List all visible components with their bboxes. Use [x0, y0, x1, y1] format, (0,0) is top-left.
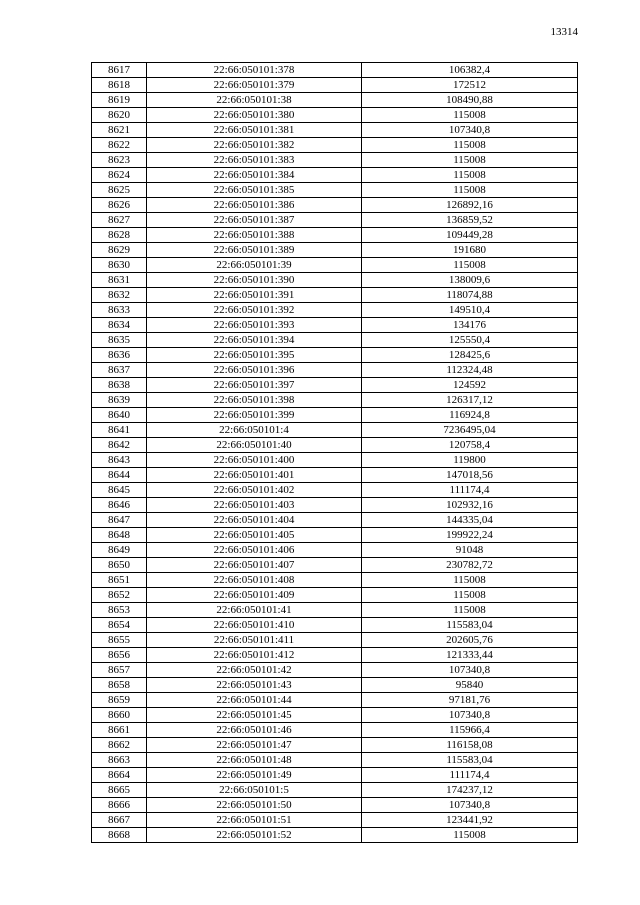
cadastral-value-cell: 91048	[362, 543, 578, 558]
cadastral-number-cell: 22:66:050101:51	[147, 813, 362, 828]
table-row	[92, 723, 578, 738]
table-row	[92, 333, 578, 348]
cadastral-value-cell: 115008	[362, 828, 578, 843]
row-number-cell: 8644	[92, 468, 147, 483]
cadastral-value-cell: 97181,76	[362, 693, 578, 708]
cadastral-number-cell: 22:66:050101:4	[147, 423, 362, 438]
cadastral-number-cell: 22:66:050101:44	[147, 693, 362, 708]
table-row	[92, 753, 578, 768]
row-number-cell: 8627	[92, 213, 147, 228]
cadastral-number-cell: 22:66:050101:406	[147, 543, 362, 558]
row-number-cell: 8617	[92, 63, 147, 78]
row-number-cell: 8628	[92, 228, 147, 243]
table-body	[92, 63, 578, 843]
cadastral-value-cell: 149510,4	[362, 303, 578, 318]
cadastral-value-cell: 123441,92	[362, 813, 578, 828]
row-number-cell: 8623	[92, 153, 147, 168]
cadastral-number-cell: 22:66:050101:384	[147, 168, 362, 183]
row-number-cell: 8640	[92, 408, 147, 423]
table-row	[92, 708, 578, 723]
row-number-cell: 8621	[92, 123, 147, 138]
row-number-cell: 8666	[92, 798, 147, 813]
table-row	[92, 183, 578, 198]
cadastral-number-cell: 22:66:050101:403	[147, 498, 362, 513]
cadastral-value-cell: 118074,88	[362, 288, 578, 303]
row-number-cell: 8647	[92, 513, 147, 528]
table-row	[92, 228, 578, 243]
cadastral-value-cell: 126892,16	[362, 198, 578, 213]
table-row	[92, 798, 578, 813]
row-number-cell: 8637	[92, 363, 147, 378]
cadastral-number-cell: 22:66:050101:393	[147, 318, 362, 333]
cadastral-value-cell: 95840	[362, 678, 578, 693]
row-number-cell: 8651	[92, 573, 147, 588]
row-number-cell: 8650	[92, 558, 147, 573]
cadastral-number-cell: 22:66:050101:52	[147, 828, 362, 843]
row-number-cell: 8619	[92, 93, 147, 108]
cadastral-number-cell: 22:66:050101:40	[147, 438, 362, 453]
cadastral-value-cell: 134176	[362, 318, 578, 333]
table-row	[92, 303, 578, 318]
cadastral-number-cell: 22:66:050101:50	[147, 798, 362, 813]
table-row	[92, 768, 578, 783]
row-number-cell: 8633	[92, 303, 147, 318]
table-row	[92, 648, 578, 663]
cadastral-value-cell: 7236495,04	[362, 423, 578, 438]
row-number-cell: 8659	[92, 693, 147, 708]
table-row	[92, 273, 578, 288]
cadastral-number-cell: 22:66:050101:41	[147, 603, 362, 618]
cadastral-value-cell: 144335,04	[362, 513, 578, 528]
cadastral-number-cell: 22:66:050101:411	[147, 633, 362, 648]
cadastral-number-cell: 22:66:050101:409	[147, 588, 362, 603]
table-row	[92, 363, 578, 378]
table-row	[92, 288, 578, 303]
table-row	[92, 513, 578, 528]
row-number-cell: 8653	[92, 603, 147, 618]
cadastral-number-cell: 22:66:050101:387	[147, 213, 362, 228]
cadastral-value-cell: 115583,04	[362, 618, 578, 633]
row-number-cell: 8625	[92, 183, 147, 198]
table-row	[92, 198, 578, 213]
cadastral-value-cell: 120758,4	[362, 438, 578, 453]
cadastral-value-cell: 106382,4	[362, 63, 578, 78]
row-number-cell: 8618	[92, 78, 147, 93]
cadastral-number-cell: 22:66:050101:39	[147, 258, 362, 273]
table-row	[92, 408, 578, 423]
table-row	[92, 243, 578, 258]
cadastral-number-cell: 22:66:050101:395	[147, 348, 362, 363]
cadastral-number-cell: 22:66:050101:396	[147, 363, 362, 378]
cadastral-value-cell: 230782,72	[362, 558, 578, 573]
table-row	[92, 123, 578, 138]
cadastral-number-cell: 22:66:050101:399	[147, 408, 362, 423]
table-row	[92, 378, 578, 393]
cadastral-number-cell: 22:66:050101:402	[147, 483, 362, 498]
row-number-cell: 8620	[92, 108, 147, 123]
cadastral-number-cell: 22:66:050101:378	[147, 63, 362, 78]
cadastral-number-cell: 22:66:050101:392	[147, 303, 362, 318]
row-number-cell: 8667	[92, 813, 147, 828]
cadastral-value-cell: 107340,8	[362, 123, 578, 138]
cadastral-number-cell: 22:66:050101:38	[147, 93, 362, 108]
row-number-cell: 8649	[92, 543, 147, 558]
table-row	[92, 483, 578, 498]
row-number-cell: 8652	[92, 588, 147, 603]
cadastral-number-cell: 22:66:050101:391	[147, 288, 362, 303]
row-number-cell: 8655	[92, 633, 147, 648]
table-row	[92, 438, 578, 453]
cadastral-number-cell: 22:66:050101:383	[147, 153, 362, 168]
table-row	[92, 588, 578, 603]
table-row	[92, 738, 578, 753]
cadastral-value-cell: 147018,56	[362, 468, 578, 483]
cadastral-number-cell: 22:66:050101:412	[147, 648, 362, 663]
cadastral-number-cell: 22:66:050101:380	[147, 108, 362, 123]
cadastral-number-cell: 22:66:050101:48	[147, 753, 362, 768]
row-number-cell: 8636	[92, 348, 147, 363]
cadastral-value-cell: 102932,16	[362, 498, 578, 513]
cadastral-value-cell: 115008	[362, 168, 578, 183]
row-number-cell: 8638	[92, 378, 147, 393]
table-row	[92, 498, 578, 513]
row-number-cell: 8634	[92, 318, 147, 333]
page-number: 13314	[550, 26, 578, 38]
cadastral-value-cell: 126317,12	[362, 393, 578, 408]
cadastral-value-cell: 119800	[362, 453, 578, 468]
row-number-cell: 8632	[92, 288, 147, 303]
cadastral-value-cell: 107340,8	[362, 663, 578, 678]
cadastral-value-cell: 107340,8	[362, 798, 578, 813]
cadastral-value-cell: 138009,6	[362, 273, 578, 288]
cadastral-number-cell: 22:66:050101:47	[147, 738, 362, 753]
row-number-cell: 8654	[92, 618, 147, 633]
table-row	[92, 138, 578, 153]
table-row	[92, 63, 578, 78]
cadastral-value-cell: 116158,08	[362, 738, 578, 753]
row-number-cell: 8646	[92, 498, 147, 513]
cadastral-value-cell: 121333,44	[362, 648, 578, 663]
cadastral-number-cell: 22:66:050101:5	[147, 783, 362, 798]
cadastral-number-cell: 22:66:050101:410	[147, 618, 362, 633]
cadastral-number-cell: 22:66:050101:42	[147, 663, 362, 678]
row-number-cell: 8642	[92, 438, 147, 453]
table-row	[92, 153, 578, 168]
row-number-cell: 8639	[92, 393, 147, 408]
table-row	[92, 468, 578, 483]
cadastral-number-cell: 22:66:050101:398	[147, 393, 362, 408]
cadastral-value-cell: 111174,4	[362, 483, 578, 498]
cadastral-number-cell: 22:66:050101:390	[147, 273, 362, 288]
row-number-cell: 8626	[92, 198, 147, 213]
table-row	[92, 528, 578, 543]
cadastral-value-cell: 115008	[362, 108, 578, 123]
cadastral-value-cell: 199922,24	[362, 528, 578, 543]
cadastral-value-table	[91, 62, 578, 843]
table-row	[92, 258, 578, 273]
cadastral-number-cell: 22:66:050101:381	[147, 123, 362, 138]
cadastral-value-cell: 111174,4	[362, 768, 578, 783]
table-row	[92, 678, 578, 693]
cadastral-value-cell: 174237,12	[362, 783, 578, 798]
cadastral-value-cell: 115008	[362, 603, 578, 618]
cadastral-number-cell: 22:66:050101:394	[147, 333, 362, 348]
cadastral-value-cell: 116924,8	[362, 408, 578, 423]
cadastral-value-cell: 115008	[362, 258, 578, 273]
row-number-cell: 8661	[92, 723, 147, 738]
table-row	[92, 78, 578, 93]
table-row	[92, 423, 578, 438]
cadastral-number-cell: 22:66:050101:388	[147, 228, 362, 243]
cadastral-value-cell: 109449,28	[362, 228, 578, 243]
cadastral-number-cell: 22:66:050101:43	[147, 678, 362, 693]
row-number-cell: 8660	[92, 708, 147, 723]
cadastral-value-cell: 115008	[362, 153, 578, 168]
cadastral-number-cell: 22:66:050101:386	[147, 198, 362, 213]
row-number-cell: 8629	[92, 243, 147, 258]
row-number-cell: 8645	[92, 483, 147, 498]
cadastral-value-cell: 115008	[362, 573, 578, 588]
table-row	[92, 783, 578, 798]
table-row	[92, 633, 578, 648]
cadastral-number-cell: 22:66:050101:404	[147, 513, 362, 528]
table-row	[92, 828, 578, 843]
row-number-cell: 8664	[92, 768, 147, 783]
cadastral-value-cell: 172512	[362, 78, 578, 93]
table-row	[92, 573, 578, 588]
cadastral-value-cell: 115008	[362, 138, 578, 153]
row-number-cell: 8656	[92, 648, 147, 663]
row-number-cell: 8624	[92, 168, 147, 183]
table-row	[92, 618, 578, 633]
cadastral-value-cell: 202605,76	[362, 633, 578, 648]
table-row	[92, 813, 578, 828]
table-row	[92, 318, 578, 333]
cadastral-value-cell: 124592	[362, 378, 578, 393]
row-number-cell: 8641	[92, 423, 147, 438]
table-row	[92, 348, 578, 363]
row-number-cell: 8648	[92, 528, 147, 543]
table-row	[92, 213, 578, 228]
cadastral-value-cell: 191680	[362, 243, 578, 258]
table-row	[92, 558, 578, 573]
cadastral-value-cell: 115583,04	[362, 753, 578, 768]
cadastral-number-cell: 22:66:050101:45	[147, 708, 362, 723]
cadastral-value-cell: 108490,88	[362, 93, 578, 108]
cadastral-value-cell: 115008	[362, 588, 578, 603]
table-row	[92, 93, 578, 108]
cadastral-number-cell: 22:66:050101:407	[147, 558, 362, 573]
row-number-cell: 8663	[92, 753, 147, 768]
cadastral-value-cell: 115966,4	[362, 723, 578, 738]
row-number-cell: 8622	[92, 138, 147, 153]
cadastral-value-cell: 107340,8	[362, 708, 578, 723]
cadastral-number-cell: 22:66:050101:49	[147, 768, 362, 783]
cadastral-number-cell: 22:66:050101:408	[147, 573, 362, 588]
table-row	[92, 453, 578, 468]
cadastral-number-cell: 22:66:050101:382	[147, 138, 362, 153]
row-number-cell: 8665	[92, 783, 147, 798]
table-row	[92, 693, 578, 708]
cadastral-value-cell: 136859,52	[362, 213, 578, 228]
cadastral-number-cell: 22:66:050101:379	[147, 78, 362, 93]
table-row	[92, 603, 578, 618]
cadastral-number-cell: 22:66:050101:397	[147, 378, 362, 393]
row-number-cell: 8631	[92, 273, 147, 288]
table-row	[92, 663, 578, 678]
cadastral-number-cell: 22:66:050101:405	[147, 528, 362, 543]
row-number-cell: 8668	[92, 828, 147, 843]
cadastral-value-cell: 112324,48	[362, 363, 578, 378]
cadastral-number-cell: 22:66:050101:401	[147, 468, 362, 483]
cadastral-number-cell: 22:66:050101:400	[147, 453, 362, 468]
cadastral-number-cell: 22:66:050101:385	[147, 183, 362, 198]
row-number-cell: 8630	[92, 258, 147, 273]
row-number-cell: 8657	[92, 663, 147, 678]
cadastral-value-cell: 128425,6	[362, 348, 578, 363]
cadastral-value-cell: 115008	[362, 183, 578, 198]
row-number-cell: 8643	[92, 453, 147, 468]
row-number-cell: 8662	[92, 738, 147, 753]
table-row	[92, 108, 578, 123]
table-row	[92, 168, 578, 183]
cadastral-value-cell: 125550,4	[362, 333, 578, 348]
cadastral-number-cell: 22:66:050101:389	[147, 243, 362, 258]
row-number-cell: 8635	[92, 333, 147, 348]
table-row	[92, 393, 578, 408]
cadastral-number-cell: 22:66:050101:46	[147, 723, 362, 738]
row-number-cell: 8658	[92, 678, 147, 693]
table-row	[92, 543, 578, 558]
